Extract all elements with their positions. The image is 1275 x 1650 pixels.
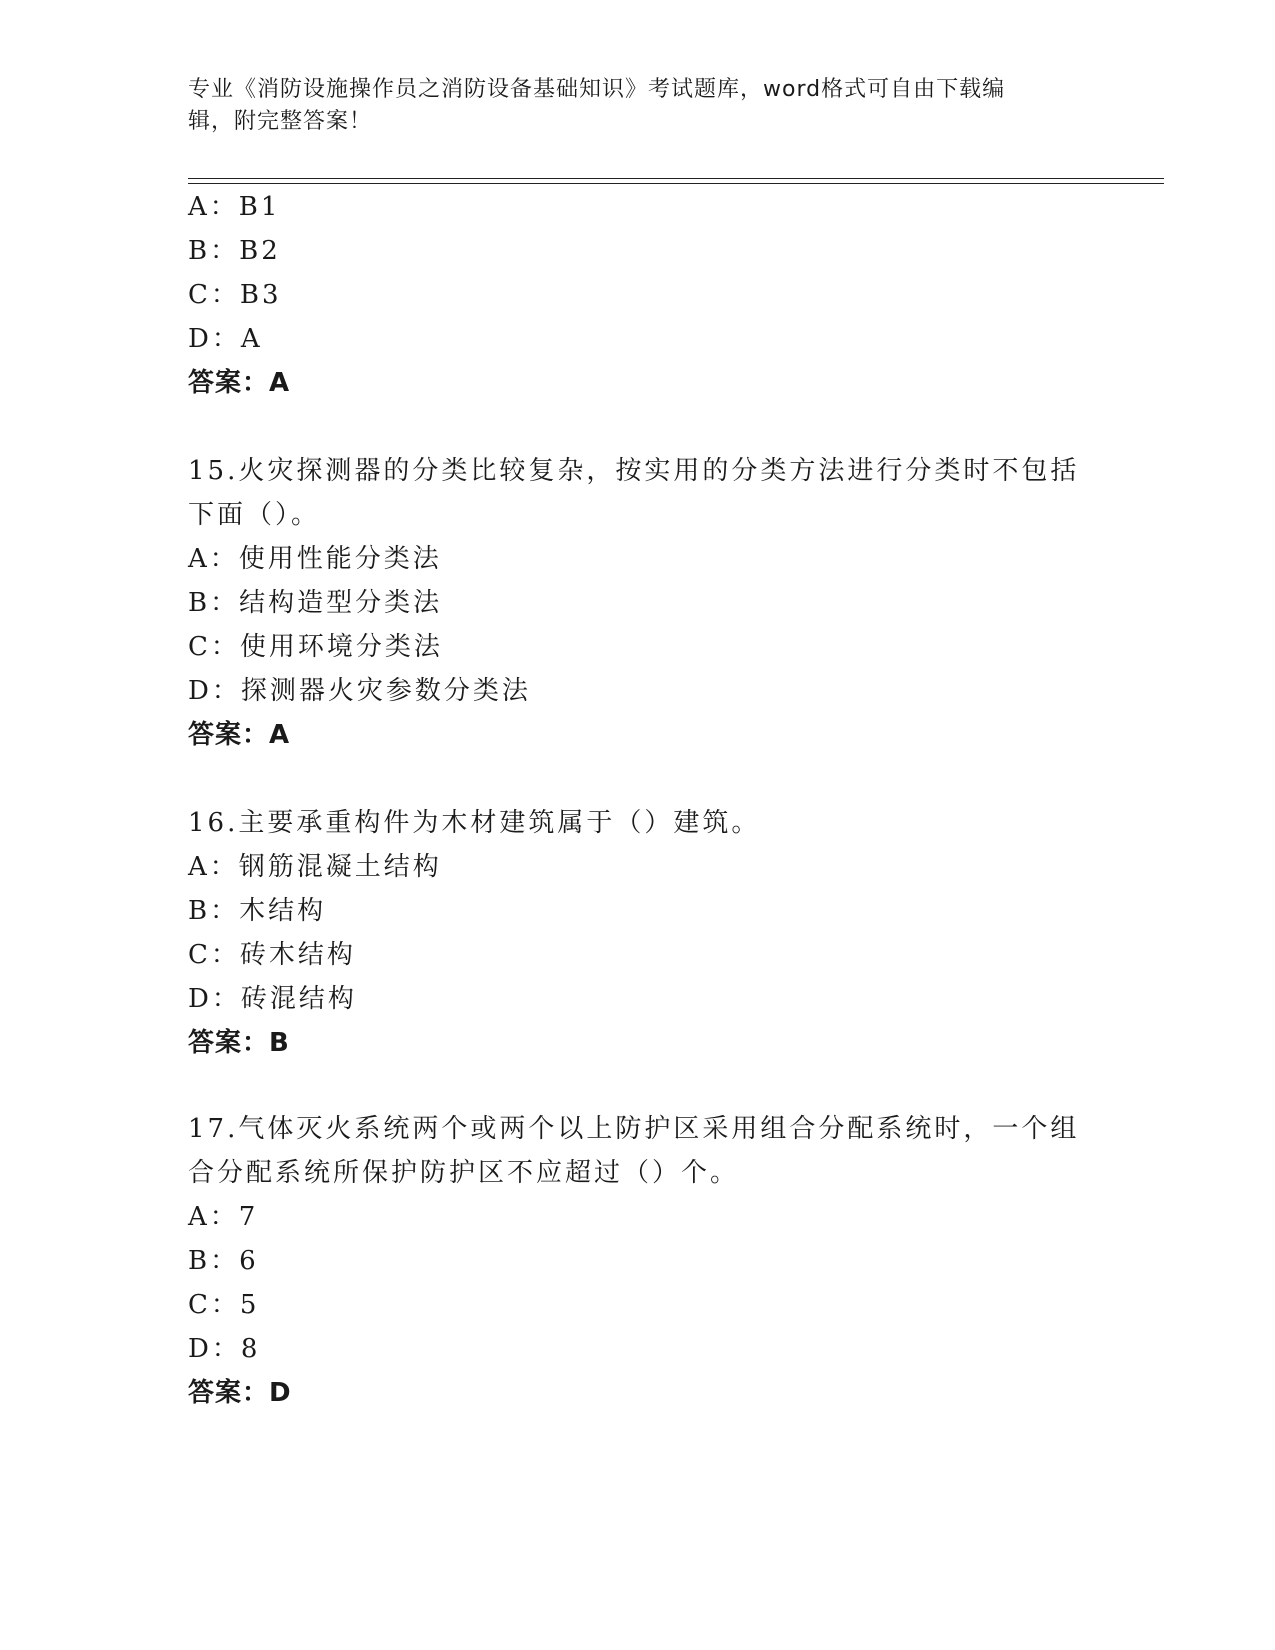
option-b: B：6 [188, 1246, 259, 1276]
option-b: B：木结构 [188, 896, 327, 926]
document-header [188, 74, 1088, 138]
header-line-2: 辑，附完整答案！ [188, 109, 373, 134]
question-stem-line-1: 15.火灾探测器的分类比较复杂，按实用的分类方法进行分类时不包括 [188, 456, 1080, 486]
option-c: C：B3 [188, 280, 282, 310]
answer-line: 答案：B [188, 1028, 290, 1058]
option-c: C：5 [188, 1290, 260, 1320]
answer-line: 答案：D [188, 1378, 292, 1408]
option-d: D：8 [188, 1334, 261, 1364]
answer-line: 答案：A [188, 368, 291, 398]
question-stem-line-1: 17.气体灭火系统两个或两个以上防护区采用组合分配系统时，一个组 [188, 1114, 1080, 1144]
option-b: B：结构造型分类法 [188, 588, 443, 618]
option-b: B：B2 [188, 236, 281, 266]
option-d: D：探测器火灾参数分类法 [188, 676, 531, 706]
option-a: A：使用性能分类法 [188, 544, 442, 574]
option-d: D：A [188, 324, 263, 354]
header-divider-top [188, 178, 1164, 179]
answer-line: 答案：A [188, 720, 291, 750]
question-stem-line-2: 下面（）。 [188, 500, 321, 530]
option-a: A：钢筋混凝土结构 [188, 852, 442, 882]
option-c: C：砖木结构 [188, 940, 356, 970]
option-c: C：使用环境分类法 [188, 632, 443, 662]
option-d: D：砖混结构 [188, 984, 357, 1014]
question-stem-line-1: 16.主要承重构件为木材建筑属于（）建筑。 [188, 808, 761, 838]
option-a: A：B1 [188, 192, 281, 222]
header-line-1: 专业《消防设施操作员之消防设备基础知识》考试题库，word格式可自由下载编 [188, 77, 1006, 102]
header-divider-bottom [188, 183, 1164, 184]
option-a: A：7 [188, 1202, 259, 1232]
question-stem-line-2: 合分配系统所保护防护区不应超过（）个。 [188, 1158, 740, 1188]
